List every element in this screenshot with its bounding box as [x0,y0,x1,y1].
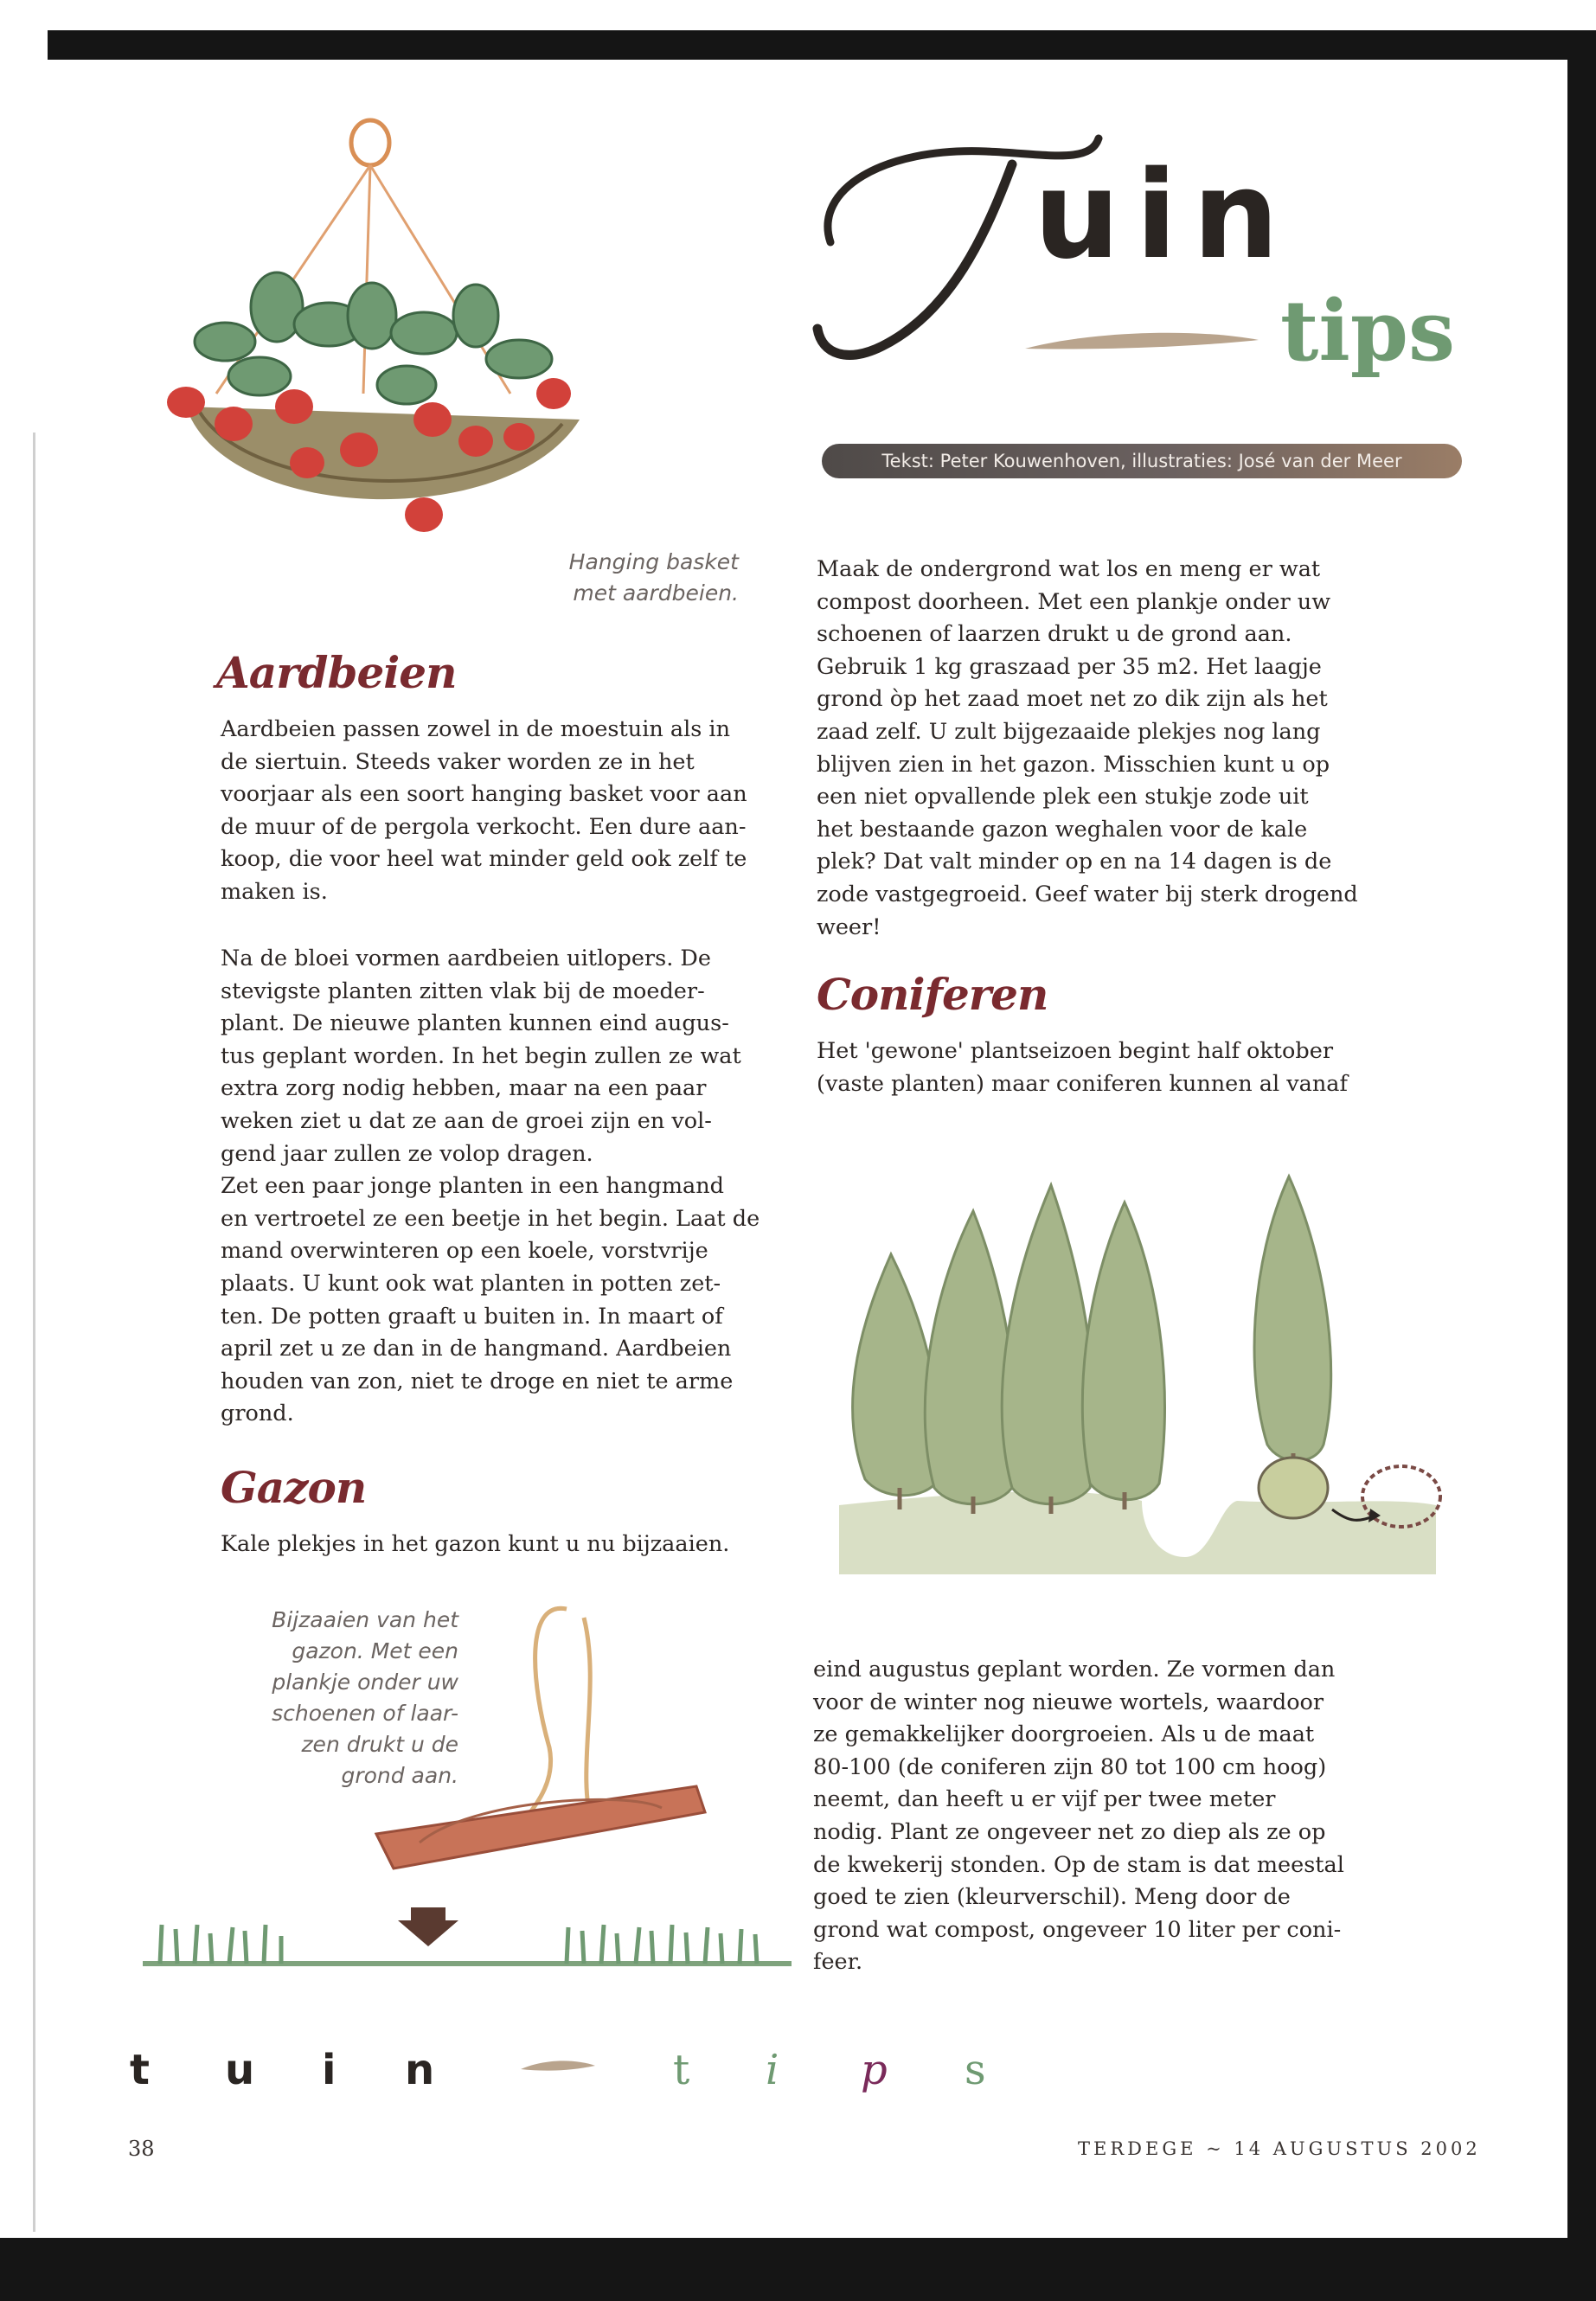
page-number: 38 [128,2137,155,2161]
heading-aardbeien: Aardbeien [216,647,457,698]
footer-letter: t [130,2046,150,2094]
masthead-title-tuin: uin [1034,145,1295,286]
heading-gazon: Gazon [221,1462,367,1513]
coniferen-paragraph-2: eind augustus geplant worden. Ze vormen dan voor de winter nog nieuwe wortels, waardoor ze gemakkelijker doorgroeien. Als u de maat 80-100 (de coniferen zijn 80 tot 100 cm hoog) neemt, dan heeft u er vijf per twee meter nodig. Plant ze ongeveer net zo diep als ze op de kwekerij stonden. Op de stam is dat meestal goed te zien (kleurverschil). Meng door de grond wat compost, ongeveer 10 liter per coni- feer. [813,1657,1344,1976]
heading-coniferen: Coniferen [817,969,1048,1020]
footer-letter: i [322,2046,337,2094]
bottom-border [0,2238,1596,2301]
conifers-illustration [830,1159,1453,1609]
footer-letter: u [225,2046,255,2094]
hanging-basket-illustration [147,108,597,593]
footer-letter: i [766,2046,779,2094]
lawn-seeding-illustration [143,1583,800,1990]
issue-line: TERDEGE ~ 14 AUGUSTUS 2002 [1078,2138,1481,2159]
hanging-basket-caption: Hanging basket met aardbeien. [568,549,739,606]
footer-brush-stroke [519,2057,597,2074]
aardbeien-paragraph-2: Na de bloei vormen aardbeien uitlopers. De stevigste planten zitten vlak bij de moeder- plant. De nieuwe planten kunnen eind augus- tus geplant worden. In het begin zullen ze wat extra zorg nodig hebben, maar na een paar weken ziet u dat ze aan de groei zijn en vol- gend jaar zullen ze volop dragen. Zet een paar jonge planten in een hangmand en vertroetel ze een beetje in het begin. Laat de mand overwinteren op een koele, vorstvrije plaats. U kunt ook wat planten in potten zet- ten. De potten graaft u buiten in. In maart of april zet u ze dan in de hangmand. Aardbeien houden van zon, niet te droge en niet te arme grond. [221,945,760,1427]
top-border [48,30,1596,60]
lawn-caption: Bijzaaien van het gazon. Met een plankje onder uw schoenen of laar- zen drukt u de grond aan. [272,1607,458,1788]
coniferen-paragraph-1: Het 'gewone' plantseizoen begint half oktober (vaste planten) maar coniferen kunnen al vanaf [817,1038,1348,1097]
brush-stroke-decoration [1021,324,1263,359]
footer-tuin-tips [130,2046,995,2106]
masthead-title-tips: tips [1280,282,1455,380]
footer-letter: t [673,2046,690,2094]
footer-letter: s [965,2046,986,2094]
footer-letter: p [861,2046,888,2094]
left-margin-line [33,433,35,2232]
right-border [1567,30,1596,2279]
gazon-paragraph-2: Maak de ondergrond wat los en meng er wat compost doorheen. Met een plankje onder uw schoenen of laarzen drukt u de grond aan. Gebruik 1 kg graszaad per 35 m2. Het laagje grond òp het zaad moet net zo dik zijn als het zaad zelf. U zult bijgezaaide plekjes nog lang blijven zien in het gazon. Misschien kunt u op een niet opvallende plek een stukje zode uit het bestaande gazon weghalen voor de kale plek? Dat valt minder op en na 14 dagen is de zode vastgegroeid. Geef water bij sterk drogend weer! [817,556,1358,940]
credit-bar: Tekst: Peter Kouwenhoven, illustraties: José van der Meer [822,444,1462,478]
aardbeien-paragraph-1: Aardbeien passen zowel in de moestuin als in de siertuin. Steeds vaker worden ze in het voorjaar als een soort hanging basket voor aan de muur of de pergola verkocht. Een dure aan- koop, die voor heel wat minder geld ook zelf te maken is. [221,716,747,905]
gazon-paragraph-1: Kale plekjes in het gazon kunt u nu bijzaaien. [221,1531,730,1557]
footer-letter: n [405,2046,435,2094]
